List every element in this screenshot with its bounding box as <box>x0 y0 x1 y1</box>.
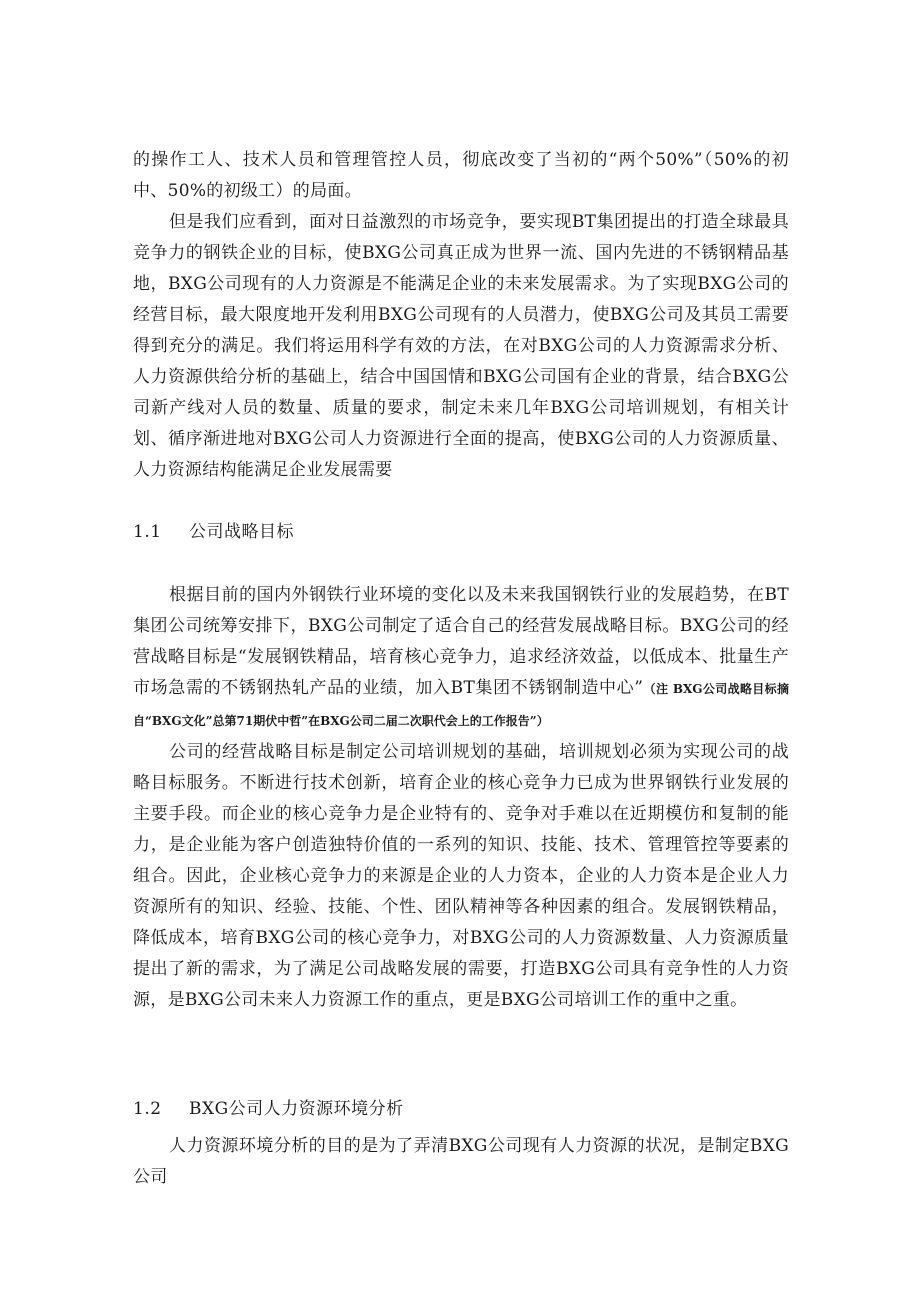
strategy-section <box>133 580 789 1016</box>
paragraph-challenges: 但是我们应看到，面对日益激烈的市场竞争，要实现BT集团提出的打造全球最具竞争力的钢铁企业的目标，使BXG公司真正成为世界一流、国内先进的不锈钢精品基地，BXG公司现有的人力资源是不能满足企业的未来发展需求。为了实现BXG公司的经营目标，最大限度地开发利用BXG公司现有的人员潜力，使BXG公司及其员工需要得到充分的满足。我们将运用科学有效的方法，在对BXG公司的人力资源需求分析、人力资源供给分析的基础上，结合中国国情和BXG公司国有企业的背景，结合BXG公司新产线对人员的数量、质量的要求，制定未来几年BXG公司培训规划，有相关计划、循序渐进地对BXG公司人力资源进行全面的提高，使BXG公司的人力资源质量、人力资源结构能满足企业发展需要 <box>133 212 789 480</box>
paragraph-intro-continued: 的操作工人、技术人员和管理管控人员，彻底改变了当初的“两个50%”（50%的初中、50%的初级工）的局面。 <box>133 150 789 201</box>
section-heading-1-2 <box>133 1094 404 1119</box>
strategy-text: 根据目前的国内外钢铁行业环境的变化以及未来我国钢铁行业的发展趋势，在BT集团公司统筹安排下，BXG公司制定了适合自己的经营发展战略目标。BXG公司的经营战略目标是“发展钢铁精品，培育核心竞争力，追求经济效益，以低成本、批量生产市场急需的不锈钢热轧产品的业绩，加入BT集团不锈钢制造中心 <box>133 585 789 698</box>
intro-section <box>133 145 789 486</box>
paragraph-strategy <box>133 580 789 737</box>
strategy-close-mark: ” <box>634 678 644 698</box>
section-title: BXG公司人力资源环境分析 <box>189 1099 404 1119</box>
section-number: 1.2 <box>133 1099 162 1119</box>
strategy-footnote: （注 BXG公司战略目标摘自“BXG文化”总第71期伏中哲”在BXG公司二届二次职代会上的工作报告”） <box>133 682 789 728</box>
paragraph-training-basis: 公司的经营战略目标是制定公司培训规划的基础，培训规划必须为实现公司的战略目标服务。不断进行技术创新，培育企业的核心竞争力已成为世界钢铁行业发展的主要手段。而企业的核心竞争力是企业特有的、竞争对手难以在近期模仿和复制的能力，是企业能为客户创造独特价值的一系列的知识、技能、技术、管理管控等要素的组合。因此，企业核心竞争力的来源是企业的人力资本，企业的人力资本是企业人力资源所有的知识、经验、技能、个性、团队精神等各种因素的组合。发展钢铁精品，降低成本，培育BXG公司的核心竞争力，对BXG公司的人力资源数量、人力资源质量提出了新的需求，为了满足公司战略发展的需要，打造BXG公司具有竞争性的人力资源，是BXG公司未来人力资源工作的重点，更是BXG公司培训工作的重中之重。 <box>133 742 789 1010</box>
section-heading-1-1 <box>133 517 294 542</box>
section-number: 1.1 <box>133 522 162 542</box>
environment-section <box>133 1131 789 1193</box>
paragraph-environment: 人力资源环境分析的目的是为了弄清BXG公司现有人力资源的状况，是制定BXG公司 <box>133 1136 789 1187</box>
section-title: 公司战略目标 <box>189 522 294 542</box>
